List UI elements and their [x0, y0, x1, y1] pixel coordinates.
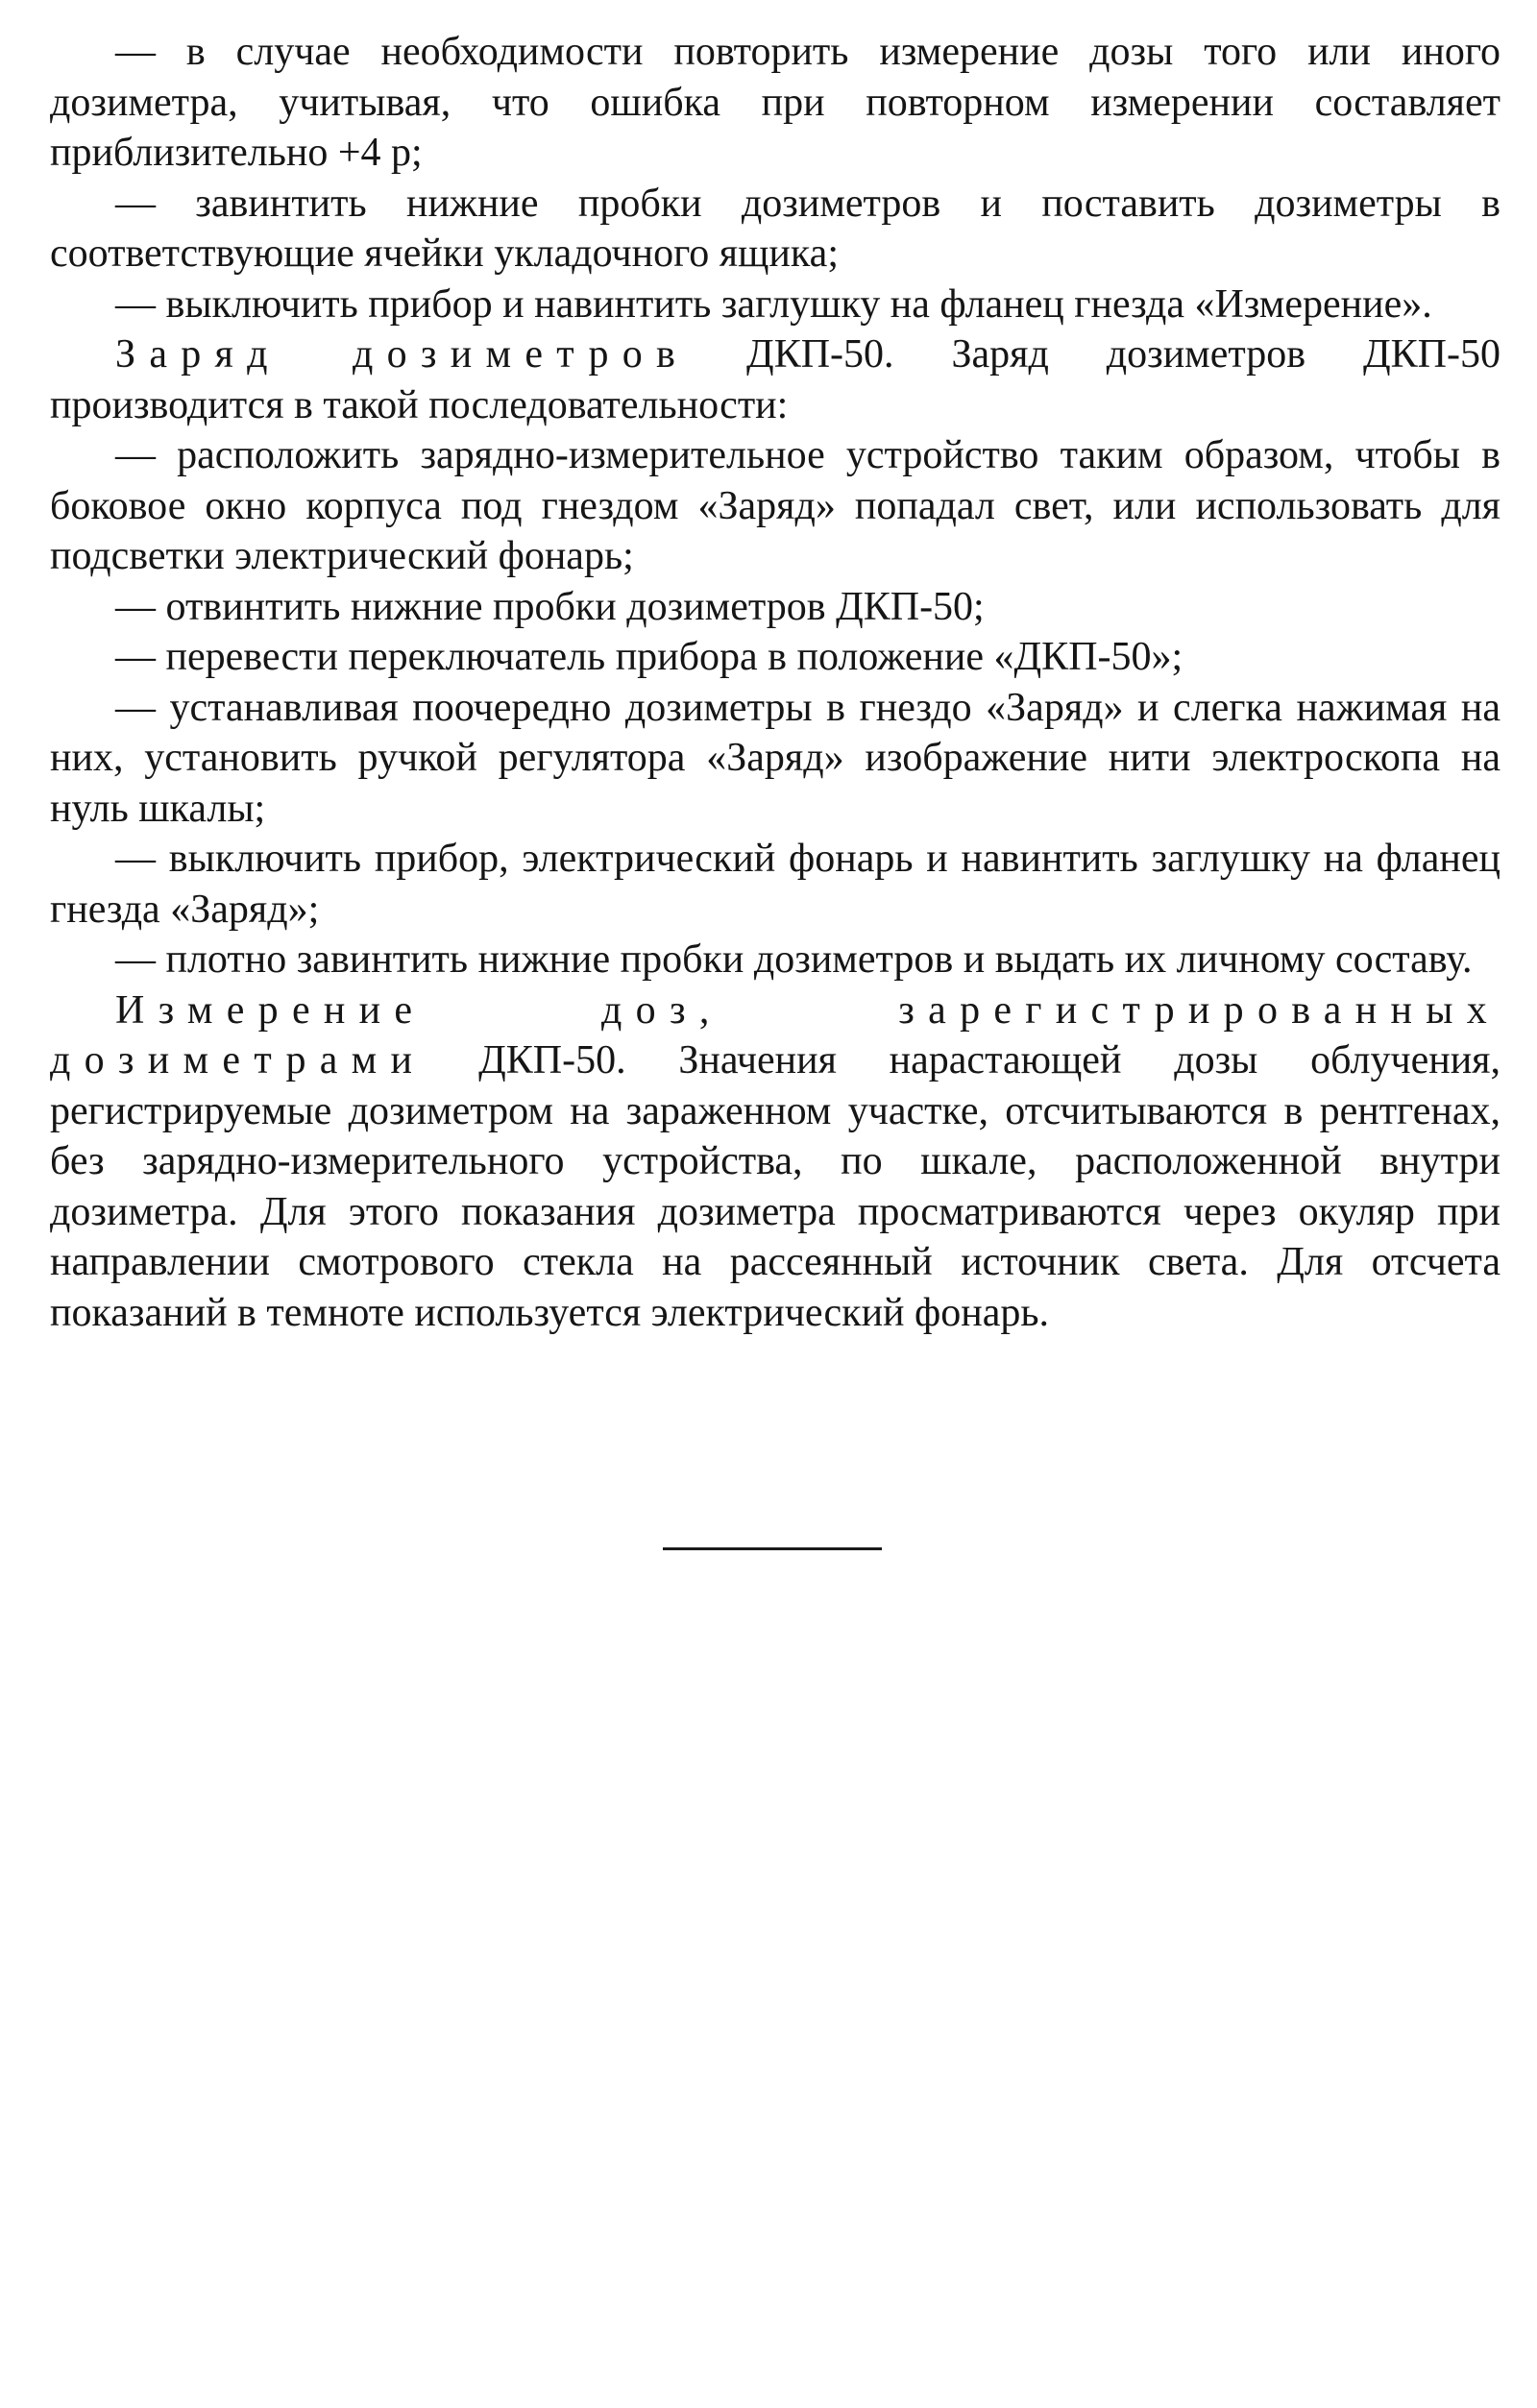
section-charging [50, 329, 1500, 430]
section-heading-measurement: Измерение доз, зарегистрированных дозиметрами [50, 987, 1500, 1082]
step-issue-dosimeters: — плотно завинтить нижние пробки дозиметров и выдать их личному составу. [115, 937, 1473, 982]
step-charge-dosimeters: — устанавливая поочередно дозиметры в гнездо «Заряд» и слегка нажимая на них, установить ручкой регулятора «Заряд» изображение нити электроскопа на нуль шкалы; [50, 685, 1500, 831]
step-position-device: — расположить зарядно-измерительное устройство таким образом, чтобы в боковое окно корпуса под гнездом «Заряд» попадал свет, или использовать для подсветки электрический фонарь; [50, 433, 1500, 578]
document-page [50, 27, 1500, 1338]
step-switch-off-lamp: — выключить прибор, электрический фонарь и навинтить заглушку на фланец гнезда «Заряд»; [50, 837, 1500, 932]
section-text-measurement: ДКП-50. Значения нарастающей дозы облучения, регистрируемые дозиметром на зараженном участке, отсчитываются в рентгенах, без зарядно-измерительного устройства, по шкале, расположенной внутри дозиметра. Для этого показания дозиметра просматриваются через окуляр при направлении смотрового стекла на рассеянный источник света. Для отсчета показаний в темноте используется электрический фонарь. [50, 1038, 1500, 1335]
step-unscrew-plugs: — отвинтить нижние пробки дозиметров ДКП-50; [115, 584, 985, 629]
step-switch-off: — выключить прибор и навинтить заглушку на фланец гнезда «Измерение». [115, 281, 1432, 327]
step-screw-plugs: — завинтить нижние пробки дозиметров и поставить дозиметры в соответствующие ячейки укладочного ящика; [50, 181, 1500, 276]
end-divider [663, 1547, 882, 1550]
step-repeat-measurement: — в случае необходимости повторить измерение дозы того или иного дозиметра, учитывая, что ошибка при повторном измерении составляет приблизительно +4 р; [50, 30, 1500, 175]
section-text-charging: ДКП-50. Заряд дозиметров ДКП-50 производится в такой последовательности: [50, 332, 1500, 427]
section-heading-charging: Заряд дозиметров [115, 332, 690, 377]
step-set-switch: — перевести переключатель прибора в положение «ДКП-50»; [115, 635, 1183, 679]
section-measurement [50, 985, 1500, 1339]
